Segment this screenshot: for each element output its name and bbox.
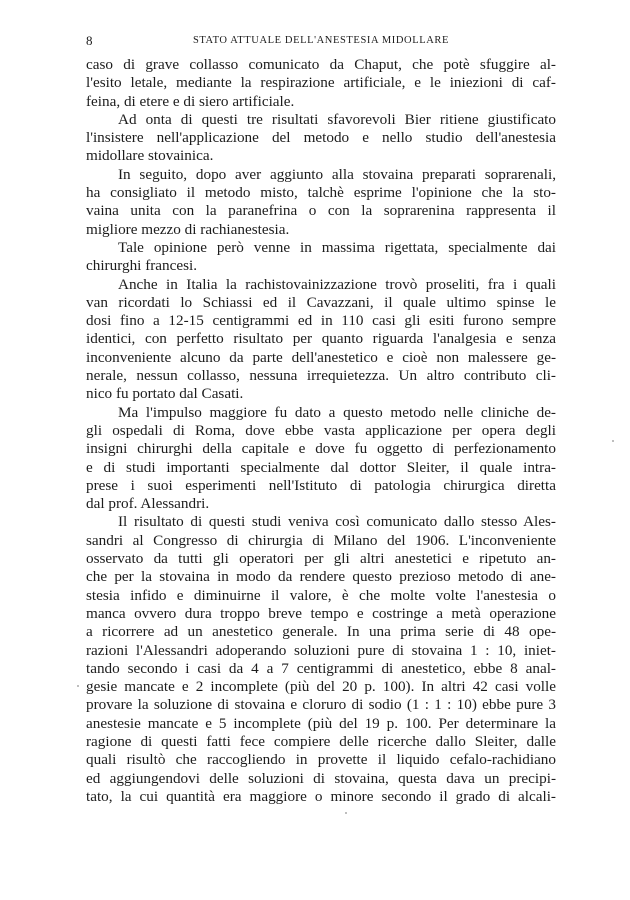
paragraph — [86, 276, 556, 404]
text-line: razioni l'Alessandri adoperando soluzioni pure di stovaina 1 : 10, iniet- — [86, 641, 556, 659]
text-line: sandri al Congresso di chirurgia di Milano del 1906. L'inconveniente — [86, 531, 556, 549]
text-line: anestesie mancate e 5 incomplete (più del 19 p. 100. Per determinare la — [86, 714, 556, 732]
text-line: Il risultato di questi studi veniva così comunicato dallo stesso Ales- — [118, 513, 556, 531]
text-line: Ma l'impulso maggiore fu dato a questo metodo nelle cliniche de- — [118, 403, 556, 421]
running-title: STATO ATTUALE DELL'ANESTESIA MIDOLLARE — [192, 35, 450, 46]
text-line: caso di grave collasso comunicato da Chaput, che potè sfuggire al- — [86, 56, 556, 73]
text-line: In seguito, dopo aver aggiunto alla stovaina preparati soprarenali, — [118, 165, 556, 183]
scan-speck — [77, 685, 79, 687]
text-line: insigni chirurghi della capitale e dove fu oggetto di perfezionamento — [86, 440, 556, 458]
text-line: provare la soluzione di stovaina e cloruro di sodio (1 : 1 : 10) ebbe pure 3 — [86, 696, 556, 714]
text-line: van ricordati lo Schiassi ed il Cavazzani, il quale ultimo spinse le — [86, 293, 556, 311]
text-line: inconveniente alcuno da parte dell'anestetico e cioè non malessere ge- — [86, 348, 556, 366]
scan-speck — [345, 812, 347, 814]
text-line: gli ospedali di Roma, dove ebbe vasta applicazione per opera degli — [86, 421, 556, 439]
text-line: gesie mancate e 2 incomplete (più del 20 p. 100). In altri 42 casi volle — [86, 678, 556, 696]
page-number: 8 — [86, 33, 94, 48]
text-line: nerale, nessun collasso, nessuna irrequietezza. Un altro contributo cli- — [86, 367, 556, 385]
text-line: tando secondo i casi da 4 a 7 centigrammi di anestetico, ebbe 8 anal- — [86, 659, 556, 677]
text-line: stesia infido e diminuirne il valore, è che molte volte l'anestesia o — [86, 586, 556, 604]
text-line: manca ovvero dura troppo breve tempo e costringe a metà operazione — [86, 604, 556, 622]
text-line: midollare stovainica. — [86, 147, 214, 165]
text-line: Ad onta di questi tre risultati sfavorevoli Bier ritiene giustificato — [118, 110, 556, 128]
text-line: ragione di questi fatti fece compiere delle ricerche dallo Sleiter, dalle — [86, 732, 556, 750]
paragraph — [86, 166, 556, 239]
text-line: e di studi importanti specialmente dal dottor Sleiter, il quale intra- — [86, 458, 556, 476]
text-line: dal prof. Alessandri. — [86, 495, 210, 513]
text-line: tato, la cui quantità era maggiore o minore secondo il grado di alcali- — [86, 787, 556, 805]
paragraph — [86, 111, 556, 166]
text-line: a ricorrere ad un anestetico generale. In una prima serie di 48 ope- — [86, 623, 556, 641]
text-line: prese i suoi esperimenti nell'Istituto di patologia chirurgica diretta — [86, 476, 556, 494]
text-line: quali risultò che raccogliendo in provette il liquido cefalo-rachidiano — [86, 751, 556, 769]
text-line: chirurghi francesi. — [86, 257, 198, 275]
text-line: Anche in Italia la rachistovainizzazione trovò proseliti, fra i quali — [118, 275, 556, 293]
page-body — [86, 56, 556, 806]
text-line: osservato da tutti gli operatori per gli altri anestetici e ripetuto an- — [86, 550, 556, 568]
text-line: Tale opinione però venne in massima rigettata, specialmente dai — [118, 238, 556, 256]
text-line: l'esito letale, mediante la respirazione artificiale, e le iniezioni di caf- — [86, 74, 556, 92]
text-line: nico fu portato dal Casati. — [86, 385, 244, 403]
paragraph — [86, 404, 556, 514]
page-header — [86, 33, 556, 53]
paragraph — [86, 56, 556, 111]
text-line: migliore mezzo di rachianestesia. — [86, 220, 290, 238]
text-line: feina, di etere e di siero artificiale. — [86, 92, 295, 110]
text-line: vaina unita con la paranefrina o con la soprarenina rappresenta il — [86, 202, 556, 220]
scan-speck — [612, 440, 614, 442]
paragraph — [86, 239, 556, 276]
text-line: identici, con perfetto risultato per quanto riguarda l'analgesia e senza — [86, 330, 556, 348]
text-line: dosi fino a 12-15 centigrammi ed in 110 casi gli esiti furono sempre — [86, 312, 556, 330]
text-line: che per la stovaina in modo da rendere questo prezioso metodo di ane- — [86, 568, 556, 586]
text-line: l'insistere nell'applicazione del metodo e nello studio dell'anestesia — [86, 129, 556, 147]
text-line: ha consigliato il metodo misto, talchè esprime l'opinione che la sto- — [86, 184, 556, 202]
book-page — [86, 33, 556, 806]
paragraph — [86, 513, 556, 806]
text-line: ed aggiungendovi delle soluzioni di stovaina, questa dava un precipi- — [86, 769, 556, 787]
